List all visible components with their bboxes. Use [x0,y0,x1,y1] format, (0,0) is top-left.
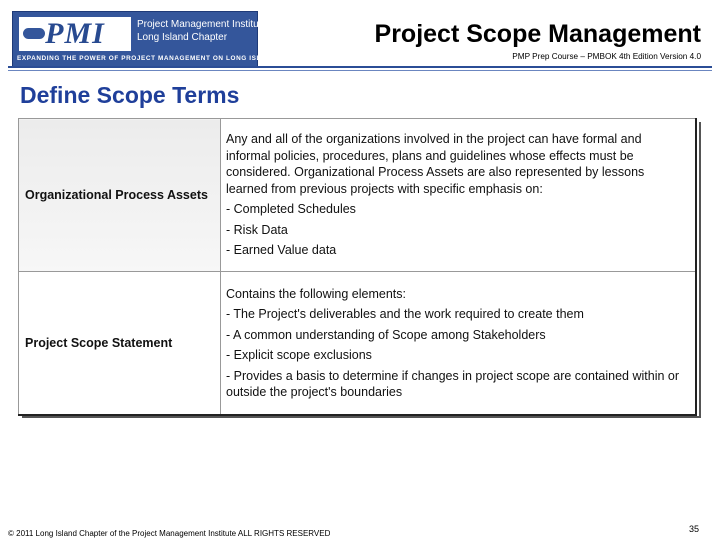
logo-organization-name [137,18,267,44]
definition-line: - Earned Value data [226,243,337,258]
definition-line: - Explicit scope exclusions [226,348,372,362]
logo-name-line2: Long Island Chapter [137,32,228,43]
document-subtitle: PMP Prep Course – PMBOK 4th Edition Version 4.0 [512,52,701,61]
table-row [19,272,697,416]
definition-line: - The Project's deliverables and the work required to create them [226,307,584,321]
scope-terms-table [18,118,697,416]
definition-cell [221,272,697,416]
document-title: Project Scope Management [374,20,701,48]
definition-cell [221,119,697,272]
table-row [19,119,697,272]
logo-mark-text: PMI [45,17,105,50]
definition-line: - Risk Data [226,222,288,237]
term-cell: Organizational Process Assets [19,119,221,272]
definition-line: Any and all of the organizations involved in the project can have formal and informal policies, procedures, plans and guidelines whose effects must be considered. Organizational Process Assets are also represented by lessons learned from previous projects with specific emphasis on: [226,132,645,196]
logo-pill-shape [23,28,45,39]
header-divider [8,66,712,68]
definition-line: - A common understanding of Scope among Stakeholders [226,327,546,342]
pmi-chapter-logo [12,11,277,68]
page-number: 35 [688,524,699,534]
logo-name-line1: Project Management Institute [137,19,268,30]
definition-line: - Completed Schedules [226,202,356,217]
definition-line: Contains the following elements: [226,286,406,301]
term-cell: Project Scope Statement [19,272,221,416]
definition-line: - Provides a basis to determine if changes in project scope are contained within or outside the project's boundaries [226,368,680,399]
section-title: Define Scope Terms [20,82,240,108]
pmi-logo-mark [19,17,131,51]
copyright-footer: © 2011 Long Island Chapter of the Project Management Institute ALL RIGHTS RESERVED [8,529,331,538]
header-divider-thin [8,70,712,71]
logo-tagline: EXPANDING THE POWER OF PROJECT MANAGEMENT ON LONG ISLAND [17,55,277,62]
